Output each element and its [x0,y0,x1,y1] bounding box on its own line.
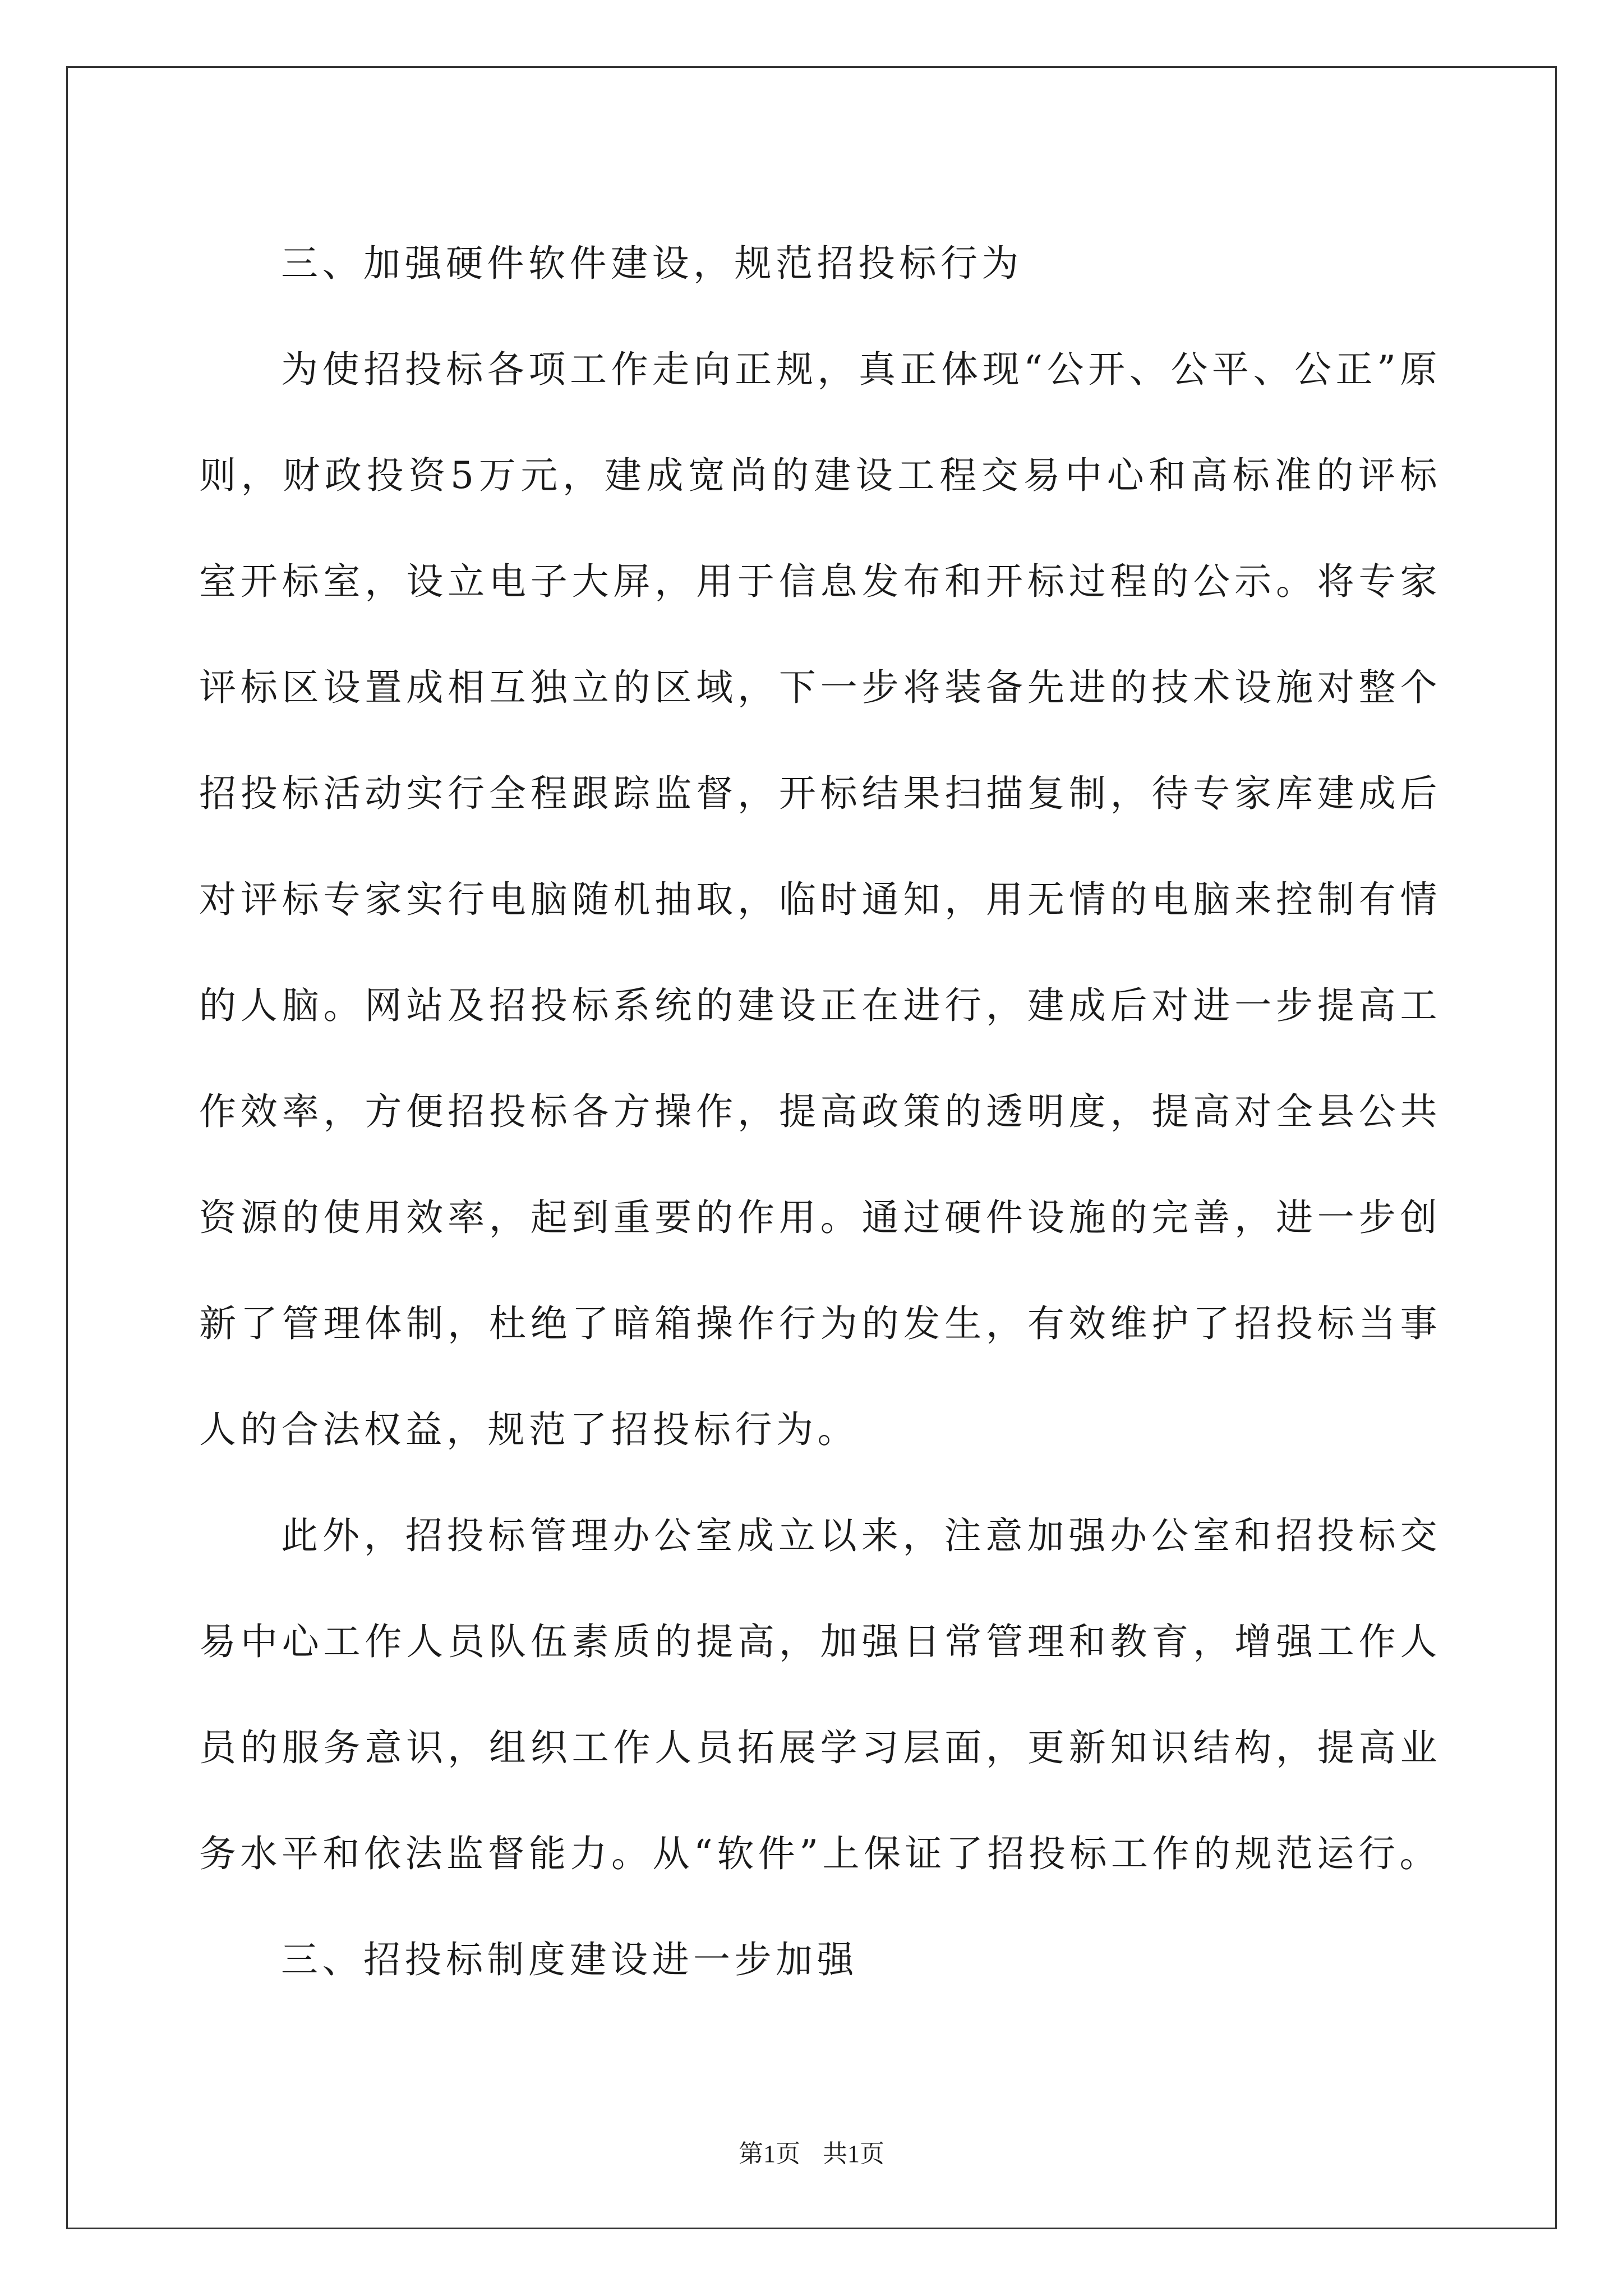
page-total: 共1页 [823,2140,884,2168]
paragraph-investment: 为使招投标各项工作走向正规，真正体现“公开、公平、公正”原则，财政投资5万元，建成宽尚的建设工程交易中心和高标准的评标室开标室，设立电子大屏，用于信息发布和开标过程的公示。将专家评标区设置成相互独立的区域，下一步将装备先进的技术设施对整个招投标活动实行全程跟踪监督，开标结果扫描复制，待专家库建成后对评标专家实行电脑随机抽取，临时通知，用无情的电脑来控制有情的人脑。网站及招投标系统的建设正在进行，建成后对进一步提高工作效率，方便招投标各方操作，提高政策的透明度，提高对全县公共资源的使用效率，起到重要的作用。通过硬件设施的完善，进一步创新了管理体制，杜绝了暗箱操作行为的发生，有效维护了招投标当事人的合法权益，规范了招投标行为。 [199,348,1441,1451]
section-heading-system-building: 三、招投标制度建设进一步加强 [281,1938,858,1981]
page-number: 第1页 [739,2140,800,2168]
paragraph-staff-quality: 此外，招投标管理办公室成立以来，注意加强办公室和招投标交易中心工作人员队伍素质的提高，加强日常管理和教育，增强工作人员的服务意识，组织工作人员拓展学习层面，更新知识结构，提高业务水平和依法监督能力。从“软件”上保证了招投标工作的规范运行。 [199,1514,1441,1875]
document-body [199,210,1441,2013]
page-footer [0,2137,1623,2171]
section-heading-hardware-software: 三、加强硬件软件建设，规范招投标行为 [281,242,1023,285]
